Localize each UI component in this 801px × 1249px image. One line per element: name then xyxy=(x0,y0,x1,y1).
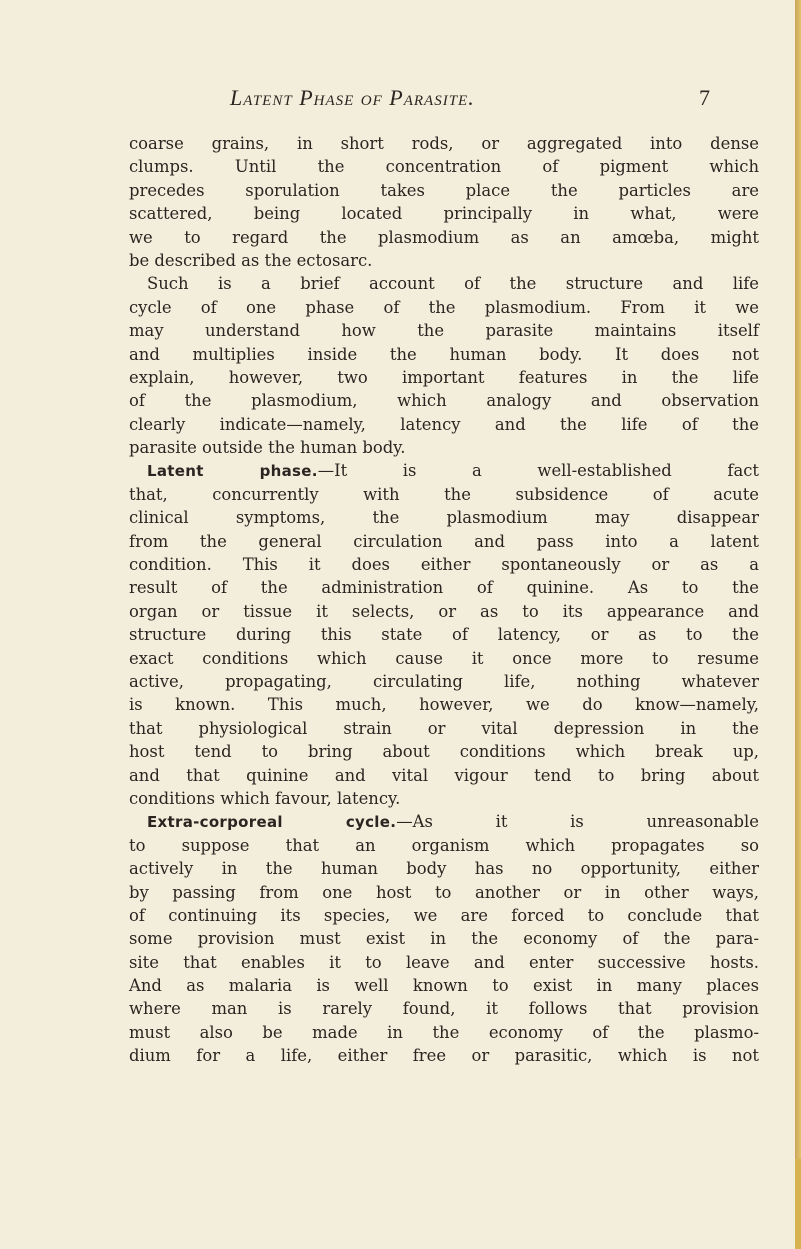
text-line: scattered, being located principally in what, were xyxy=(129,204,759,224)
text-line: where man is rarely found, it follows that provision xyxy=(129,999,759,1019)
text-line: organ or tissue it selects, or as to its appearance and xyxy=(129,601,759,621)
text-line: exact conditions which cause it once more to resume xyxy=(129,648,759,668)
paragraph-extra-corporeal xyxy=(129,810,759,833)
text-line: condition. This it does either spontaneously or as a xyxy=(129,555,759,575)
paragraph-latent-phase xyxy=(129,459,759,482)
text-line: dium for a life, either free or parasitic, which is not xyxy=(129,1046,759,1066)
running-title: Latent Phase of Parasite. xyxy=(230,85,475,110)
text-line: that physiological strain or vital depression in the xyxy=(129,718,759,738)
text-line: cycle of one phase of the plasmodium. From it we xyxy=(129,297,759,317)
text-line: parasite outside the human body. xyxy=(129,438,406,458)
text-line: be described as the ectosarc. xyxy=(129,250,373,270)
text-line: clearly indicate—namely, latency and the life of the xyxy=(129,414,759,434)
text-line: structure during this state of latency, or as to the xyxy=(129,625,759,645)
text-line: host tend to bring about conditions which break up, xyxy=(129,742,759,762)
text-line: precedes sporulation takes place the particles are xyxy=(129,180,759,200)
text-line: is known. This much, however, we do know—namely, xyxy=(129,695,759,715)
page-number: 7 xyxy=(699,85,710,110)
page-edge xyxy=(795,0,801,1249)
text-line: Such is a brief account of the structure and life xyxy=(147,274,759,294)
section-heading-extra-corporeal: Extra-corporeal cycle. xyxy=(147,813,397,832)
text-line: actively in the human body has no opportunity, either xyxy=(129,859,759,879)
text-line: coarse grains, in short rods, or aggregated into dense xyxy=(129,134,759,153)
text-line: —It is a well-established fact xyxy=(317,461,759,481)
text-line: some provision must exist in the economy of the para- xyxy=(129,929,759,949)
text-line: by passing from one host to another or in other ways, xyxy=(129,882,759,902)
text-line: And as malaria is well known to exist in many places xyxy=(129,976,759,996)
running-head xyxy=(90,85,710,115)
text-line: explain, however, two important features in the life xyxy=(129,367,759,387)
text-line: active, propagating, circulating life, nothing whatever xyxy=(129,671,759,691)
text-line: may understand how the parasite maintains itself xyxy=(129,321,759,341)
text-line: clinical symptoms, the plasmodium may disappear xyxy=(129,508,759,528)
text-line: of the plasmodium, which analogy and observation xyxy=(129,391,759,411)
text-line: result of the administration of quinine. As to the xyxy=(129,578,759,598)
text-line: conditions which favour, latency. xyxy=(129,788,401,808)
text-line: from the general circulation and pass into a latent xyxy=(129,531,759,551)
body-text xyxy=(129,132,759,1068)
section-heading-latent-phase: Latent phase. xyxy=(147,462,318,481)
text-line: that, concurrently with the subsidence of acute xyxy=(129,484,759,504)
text-line: —As it is unreasonable xyxy=(396,812,759,832)
text-line: must also be made in the economy of the plasmo- xyxy=(129,1022,759,1042)
text-line: site that enables it to leave and enter successive hosts. xyxy=(129,952,759,972)
text-line: to suppose that an organism which propagates so xyxy=(129,835,759,855)
text-line: we to regard the plasmodium as an amœba, might xyxy=(129,227,759,247)
page-edge-bottom xyxy=(795,1159,801,1249)
text-line: and multiplies inside the human body. It does not xyxy=(129,344,759,364)
text-line: clumps. Until the concentration of pigment which xyxy=(129,157,759,177)
text-line: and that quinine and vital vigour tend to bring about xyxy=(129,765,759,785)
text-line: of continuing its species, we are forced to conclude that xyxy=(129,905,759,925)
